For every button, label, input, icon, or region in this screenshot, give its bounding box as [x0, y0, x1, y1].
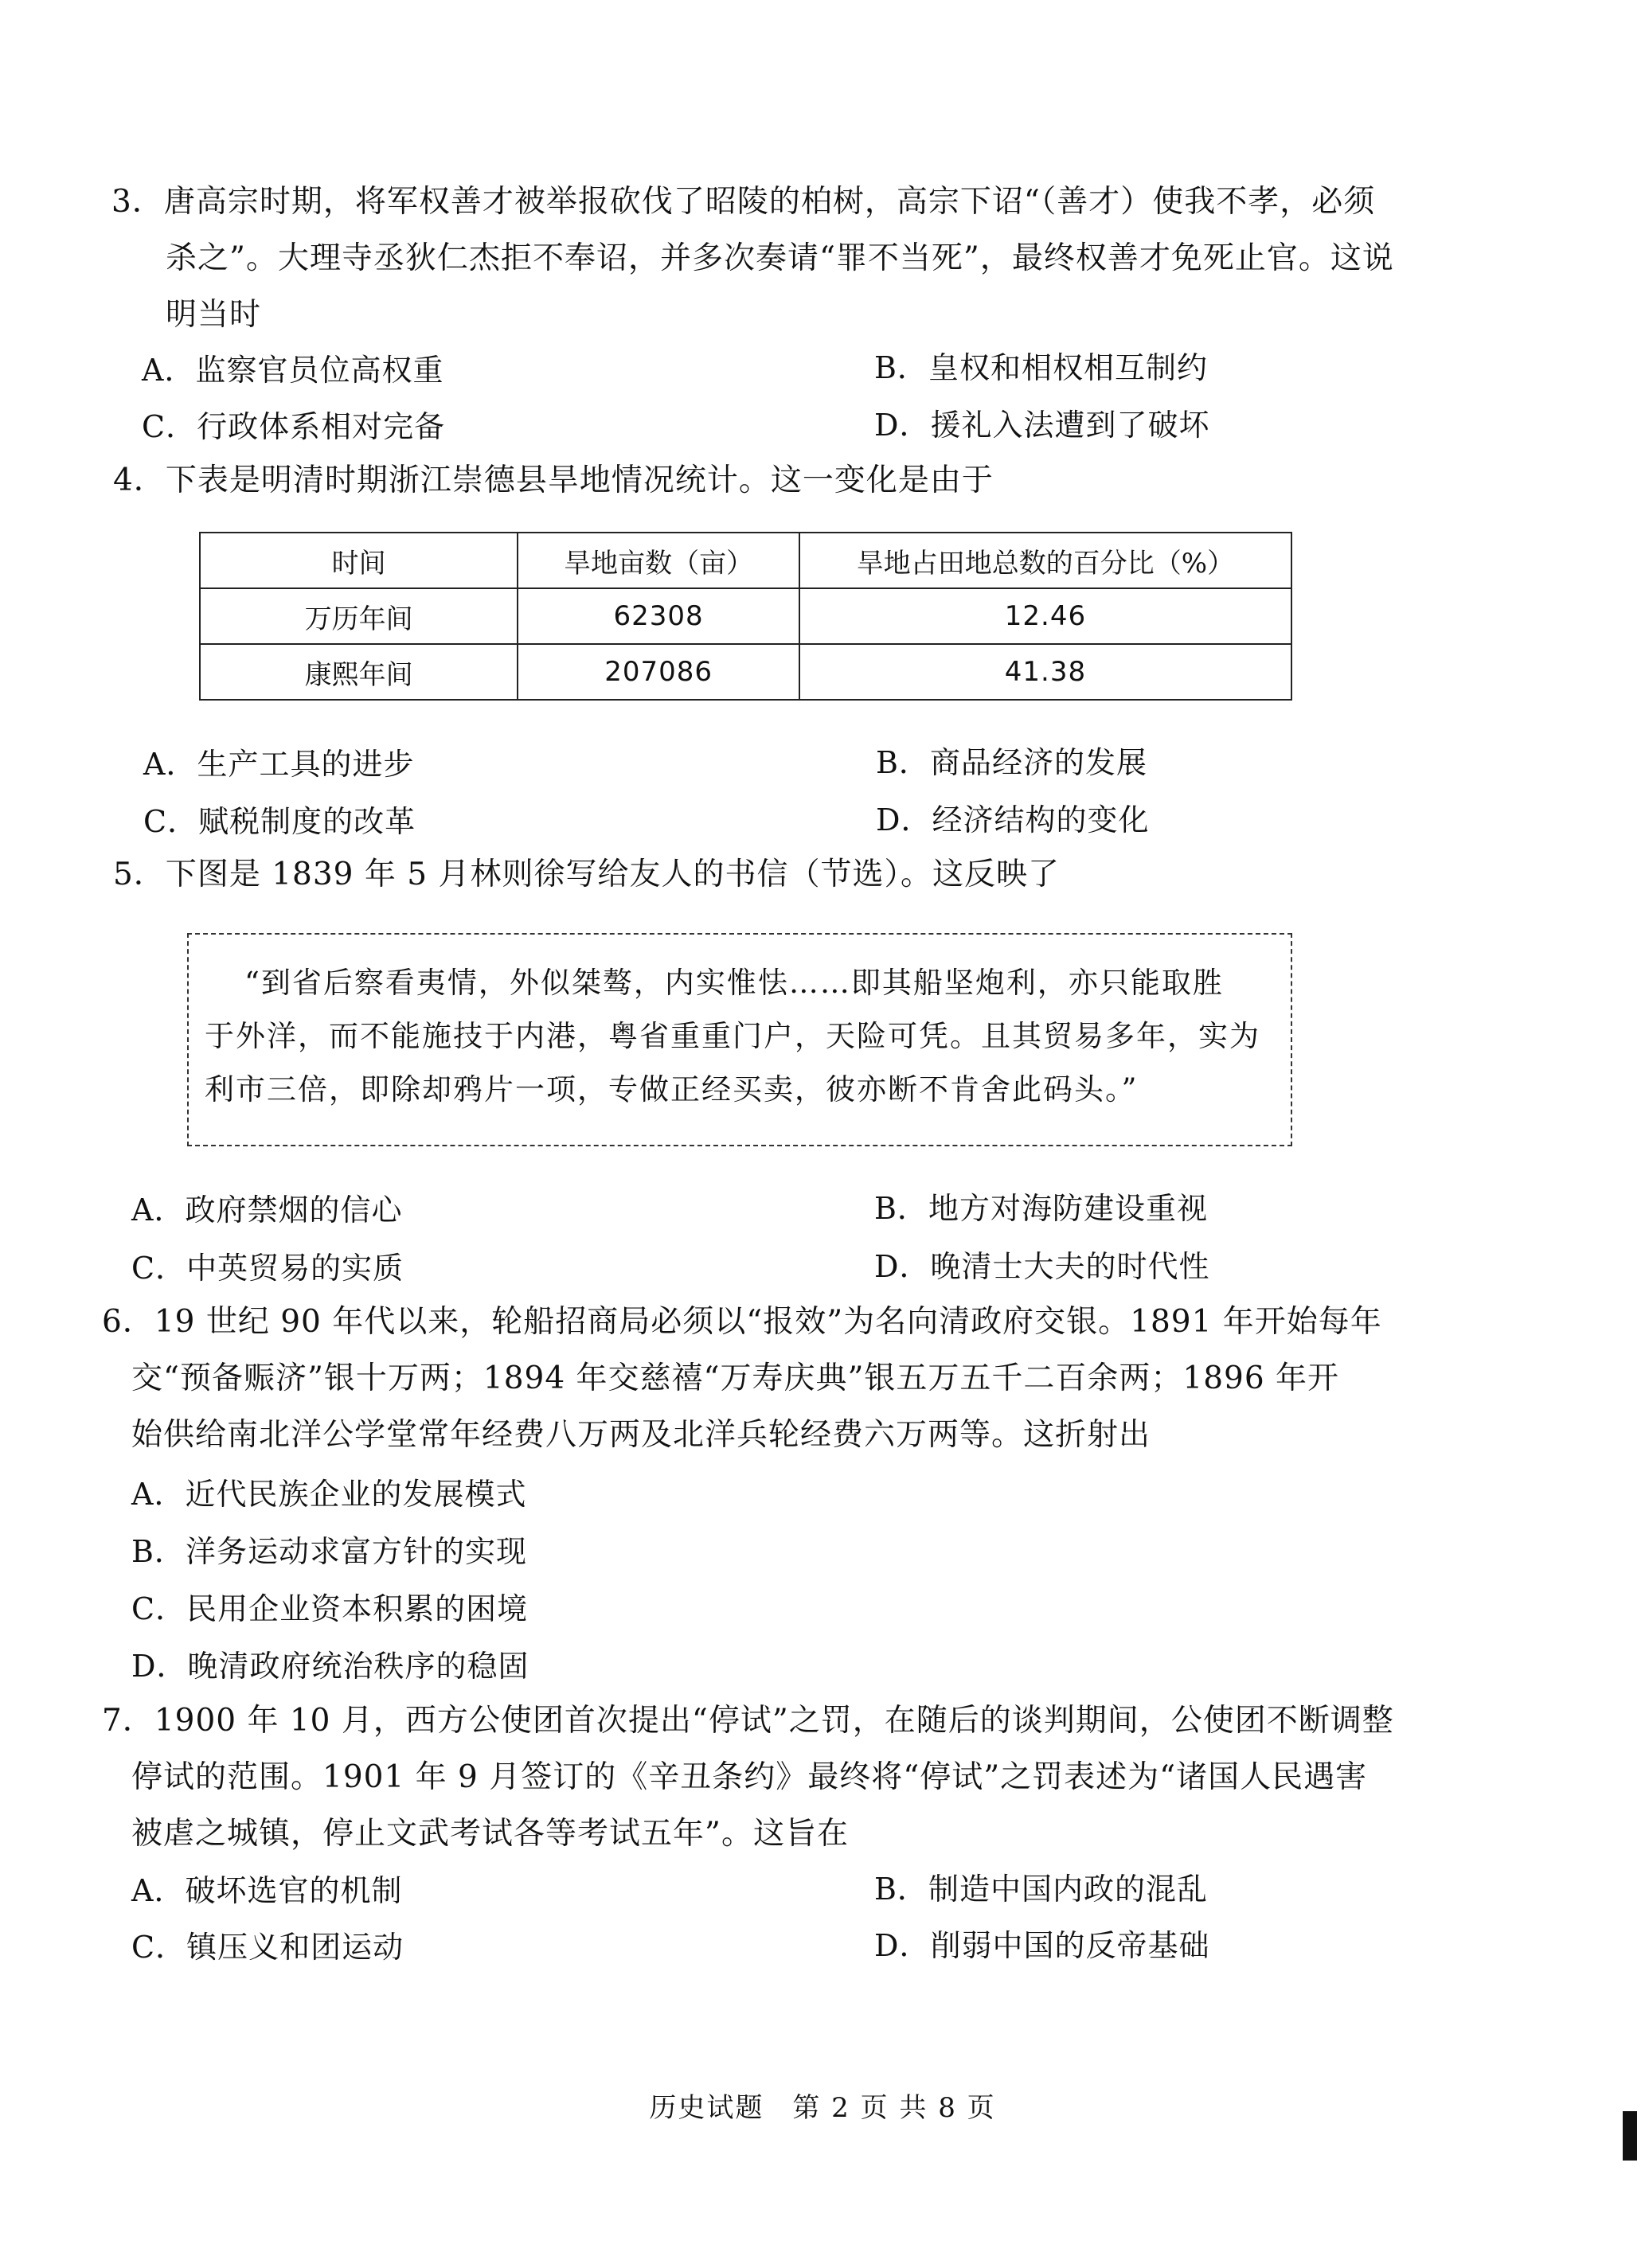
option-label: D．: [874, 408, 931, 443]
option-d: [874, 405, 1209, 445]
option-text: 近代民族企业的发展模式: [185, 1477, 527, 1512]
option-text: 洋务运动求富方针的实现: [185, 1534, 527, 1569]
question-number: 7．: [102, 1703, 154, 1739]
stem-line: 1900 年 10 月，西方公使团首次提出“停试”之罚，在随后的谈判期间，公使团不断调整: [154, 1703, 1394, 1739]
table-cell: 41.38: [799, 644, 1291, 700]
option-label: A．: [143, 747, 197, 782]
option-label: A．: [131, 1873, 186, 1908]
option-a: [131, 1190, 402, 1230]
option-label: D．: [876, 802, 932, 837]
option-label: D．: [874, 1249, 931, 1284]
option-label: D．: [874, 1928, 931, 1963]
option-text: 晚清政府统治秩序的稳固: [187, 1649, 529, 1684]
option-text: 制造中国内政的混乱: [928, 1872, 1208, 1907]
option-label: B．: [874, 1191, 928, 1226]
table-header: 旱地占田地总数的百分比（%）: [799, 533, 1291, 588]
table-header-row: [200, 533, 1291, 588]
option-text: 援礼入法遭到了破坏: [930, 408, 1210, 443]
quote-line: “到省后察看夷情，外似桀骜，内实惟怯……即其船坚炮利，亦只能取胜: [244, 966, 1224, 1000]
option-b: [874, 348, 1208, 388]
option-label: B．: [874, 350, 928, 385]
option-b: [876, 743, 1147, 783]
option-text: 皇权和相权相互制约: [928, 350, 1208, 385]
option-label: B．: [131, 1534, 186, 1569]
table-cell: 万历年间: [200, 588, 518, 644]
question-number: 3．: [111, 184, 164, 220]
option-label: A．: [131, 1477, 186, 1512]
option-d: [876, 800, 1149, 840]
option-label: D．: [131, 1649, 188, 1684]
stem-line: 下表是明清时期浙江崇德县旱地情况统计。这一变化是由于: [165, 463, 994, 498]
option-text: 地方对海防建设重视: [928, 1191, 1208, 1226]
stem-line: 杀之”。大理寺丞狄仁杰拒不奉诏，并多次奏请“罪不当死”，最终权善才免死止官。这说: [166, 240, 1394, 276]
option-text: 民用企业资本积累的困境: [186, 1591, 529, 1626]
scan-edge-mark: [1623, 2111, 1637, 2161]
option-text: 监察官员位高权重: [195, 353, 444, 388]
option-b: [874, 1869, 1208, 1909]
stem-line: 停试的范围。1901 年 9 月签订的《辛丑条约》最终将“停试”之罚表述为“诸国人民遇害: [131, 1759, 1368, 1795]
option-text: 削弱中国的反帝基础: [930, 1928, 1210, 1963]
option-d: [874, 1247, 1209, 1286]
quote-line: 于外洋，而不能施技于内港，粤省重重门户，天险可凭。且其贸易多年，实为: [205, 1019, 1260, 1053]
stem-line: 下图是 1839 年 5 月林则徐写给友人的书信（节选）。这反映了: [165, 857, 1060, 892]
option-text: 政府禁烟的信心: [185, 1193, 403, 1228]
option-label: C．: [143, 804, 199, 839]
option-text: 赋税制度的改革: [198, 804, 416, 839]
option-b: [131, 1532, 527, 1571]
table-cell: 12.46: [799, 588, 1291, 644]
option-text: 中英贸易的实质: [186, 1251, 404, 1286]
stem-line: 19 世纪 90 年代以来，轮船招商局必须以“报效”为名向清政府交银。1891 年开始每年: [154, 1304, 1382, 1340]
quote-line: 利市三倍，即除却鸦片一项，专做正经买卖，彼亦断不肯舍此码头。”: [205, 1072, 1139, 1107]
option-text: 晚清士大夫的时代性: [930, 1249, 1210, 1284]
option-d: [131, 1646, 529, 1686]
option-label: C．: [131, 1591, 187, 1626]
option-label: B．: [876, 745, 930, 780]
option-text: 行政体系相对完备: [197, 409, 446, 444]
option-c: [143, 802, 416, 841]
table-cell: 62308: [518, 588, 799, 644]
table-header: 旱地亩数（亩）: [518, 533, 799, 588]
option-c: [131, 1589, 528, 1629]
option-a: [131, 1871, 402, 1911]
question-3-stem: [111, 174, 1375, 230]
stem-line: 始供给南北洋公学堂常年经费八万两及北洋兵轮经费六万两等。这折射出: [131, 1417, 1151, 1453]
option-label: A．: [131, 1193, 186, 1228]
question-number: 6．: [102, 1304, 154, 1340]
option-c: [131, 1927, 404, 1967]
option-text: 镇压义和团运动: [186, 1930, 404, 1965]
option-text: 经济结构的变化: [932, 802, 1150, 837]
question-7-stem: [102, 1692, 1394, 1749]
option-text: 生产工具的进步: [197, 747, 415, 782]
question-6-stem: [102, 1294, 1382, 1350]
question-number: 4．: [113, 463, 166, 498]
option-a: [142, 350, 443, 390]
option-label: C．: [142, 409, 197, 444]
option-a: [131, 1474, 526, 1514]
option-label: C．: [131, 1930, 187, 1965]
option-d: [874, 1926, 1209, 1965]
stem-line: 交“预备赈济”银十万两；1894 年交慈禧“万寿庆典”银五万五千二百余两；1896 年开: [131, 1360, 1340, 1396]
stem-line: 唐高宗时期，将军权善才被举报砍伐了昭陵的柏树，高宗下诏“（善才）使我不孝，必须: [163, 184, 1376, 220]
question-4-stem: [113, 452, 994, 509]
option-label: A．: [142, 353, 196, 388]
table-header: 时间: [200, 533, 518, 588]
stem-line: 明当时: [166, 297, 262, 333]
option-label: C．: [131, 1251, 187, 1286]
table-row: [200, 644, 1291, 700]
option-c: [142, 407, 445, 447]
table-cell: 康熙年间: [200, 644, 518, 700]
option-label: B．: [874, 1872, 928, 1907]
option-text: 商品经济的发展: [929, 745, 1147, 780]
table-row: [200, 588, 1291, 644]
option-a: [143, 744, 414, 784]
option-text: 破坏选官的机制: [185, 1873, 403, 1908]
question-number: 5．: [113, 857, 166, 892]
drought-land-table: [199, 532, 1292, 701]
page-footer: 历史试题 第 2 页 共 8 页: [649, 2092, 996, 2124]
letter-excerpt-box: [187, 933, 1292, 1146]
option-b: [874, 1189, 1208, 1228]
stem-line: 被虐之城镇，停止文武考试各等考试五年”。这旨在: [131, 1816, 849, 1852]
question-5-stem: [113, 846, 1060, 903]
option-c: [131, 1248, 404, 1288]
table-cell: 207086: [518, 644, 799, 700]
